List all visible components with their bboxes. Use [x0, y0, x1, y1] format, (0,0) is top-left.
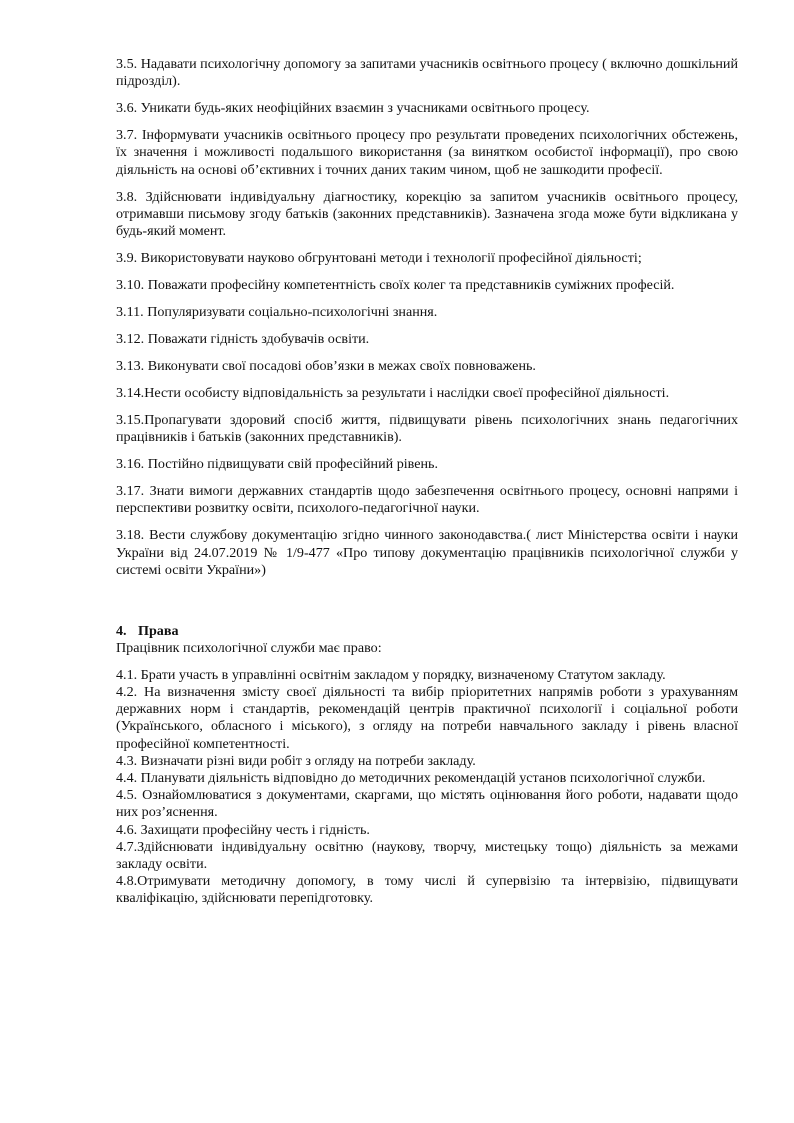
section-number: 4. — [116, 622, 127, 639]
document-page — [116, 56, 738, 908]
duties-list — [116, 56, 738, 579]
section-rights — [116, 623, 738, 908]
duty-item: 3.8. Здійснювати індивідуальну діагностику, корекцію за запитом учасників освітнього процесу, отримавши письмову згоду батьків (законних представників). Зазначена згода може бути відкликана у будь-який момент. — [116, 188, 738, 240]
duty-item: 3.16. Постійно підвищувати свій професійний рівень. — [116, 456, 438, 473]
right-item: 4.6. Захищати професійну честь і гідність. — [116, 821, 370, 838]
right-item: 4.1. Брати участь в управлінні освітнім закладом у порядку, визначеному Статутом закладу. — [116, 666, 666, 683]
duty-item: 3.6. Уникати будь-яких неофіційних взаємин з учасниками освітнього процесу. — [116, 100, 590, 117]
section-intro: Працівник психологічної служби має право: — [116, 640, 382, 657]
right-item: 4.3. Визначати різні види робіт з огляду на потреби закладу. — [116, 752, 476, 769]
duty-item: 3.11. Популяризувати соціально-психологічні знання. — [116, 304, 438, 321]
section-spacer — [116, 589, 738, 623]
duty-item: 3.13. Виконувати свої посадові обов’язки в межах своїх повноважень. — [116, 358, 536, 375]
section-title: Права — [138, 622, 179, 639]
duty-item: 3.5. Надавати психологічну допомогу за запитами учасників освітнього процесу ( включно дошкільний підрозділ). — [116, 56, 738, 90]
duty-item: 3.7. Інформувати учасників освітнього процесу про результати проведених психологічних обстежень, їх значення і можливості подальшого використання (за винятком особистої інформації), про свою діяльність на основі об’єктивних і точних даних таким чином, щоб не зашкодити професії. — [116, 127, 738, 178]
right-item: 4.2. На визначення змісту своєї діяльності та вибір пріоритетних напрямів роботи з урахуванням державних норм і стандартів, рекомендацій центрів практичної психології і соціальної роботи (Українського, обласного і міського), з огляду на потреби навчального закладу і рівень власної професійної компетентності. — [116, 683, 738, 752]
right-item: 4.8.Отримувати методичну допомогу, в тому числі й супервізію та інтервізію, підвищувати кваліфікацію, здійснювати перепідготовку. — [116, 873, 738, 907]
right-item: 4.7.Здійснювати індивідуальну освітню (наукову, творчу, мистецьку тощо) діяльність за межами закладу освіти. — [116, 838, 738, 872]
section-heading — [116, 623, 738, 640]
duty-item: 3.12. Поважати гідність здобувачів освіти. — [116, 331, 370, 348]
duty-item: 3.10. Поважати професійну компетентність своїх колег та представників суміжних професій. — [116, 277, 675, 294]
duty-item: 3.9. Використовувати науково обгрунтовані методи і технології професійної діяльності; — [116, 250, 642, 267]
right-item: 4.5. Ознайомлюватися з документами, скаргами, що містять оцінювання його роботи, надавати щодо них роз’яснення. — [116, 787, 738, 821]
duty-item: 3.18. Вести службову документацію згідно чинного законодавства.( лист Міністерства освіти і науки України від 24.07.2019 № 1/9-477 «Про типову документацію працівників психологічної служби у системі освіти України») — [116, 527, 738, 578]
right-item: 4.4. Планувати діяльність відповідно до методичних рекомендацій установ психологічної служби. — [116, 769, 706, 786]
duty-item: 3.15.Пропагувати здоровий спосіб життя, підвищувати рівень психологічних знань педагогічних працівників і батьків (законних представників). — [116, 412, 738, 446]
duty-item: 3.17. Знати вимоги державних стандартів щодо забезпечення освітнього процесу, основні напрями і перспективи розвитку освіти, психолого-педагогічної науки. — [116, 483, 738, 517]
duty-item: 3.14.Нести особисту відповідальність за результати і наслідки своєї професійної діяльності. — [116, 385, 670, 402]
